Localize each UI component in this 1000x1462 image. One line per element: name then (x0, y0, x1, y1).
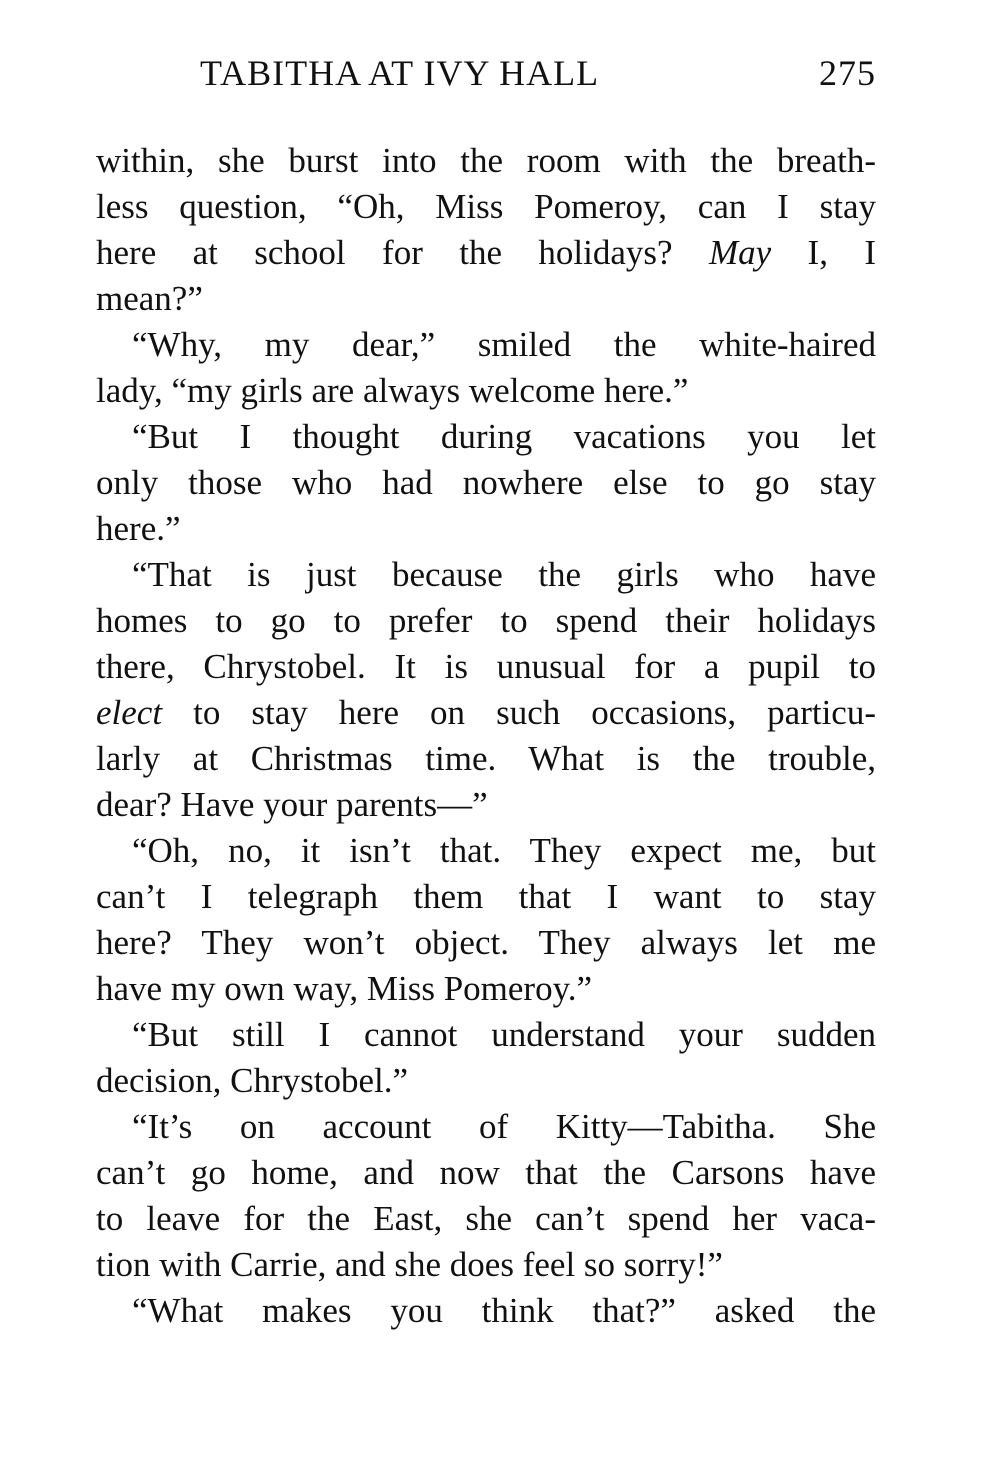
text-line: larly at Christmas time. What is the trouble, (96, 739, 876, 778)
text-line: lady, “my girls are always welcome here.” (96, 371, 689, 410)
body-text (96, 138, 876, 1334)
text-line: less question, “Oh, Miss Pomeroy, can I stay (96, 187, 876, 226)
text-line: can’t go home, and now that the Carsons have (96, 1153, 876, 1192)
paragraph-first-line: “Oh, no, it isn’t that. They expect me, but (132, 831, 876, 870)
paragraph-first-line: “It’s on account of Kitty—Tabitha. She (132, 1107, 876, 1146)
text-line: have my own way, Miss Pomeroy.” (96, 969, 593, 1008)
text-line: mean?” (96, 279, 203, 318)
running-head (200, 52, 880, 102)
text-run: I, I (771, 233, 876, 272)
text-line (96, 690, 876, 736)
page-number: 275 (819, 53, 876, 93)
text-line: dear? Have your parents—” (96, 785, 488, 824)
text-line: homes to go to prefer to spend their holidays (96, 601, 876, 640)
paragraph-first-line: “That is just because the girls who have (132, 555, 876, 594)
text-line: there, Chrystobel. It is unusual for a pupil to (96, 647, 876, 686)
text-line: decision, Chrystobel.” (96, 1061, 409, 1100)
italic-word: elect (96, 693, 163, 732)
text-line (96, 230, 876, 276)
italic-word: May (708, 233, 772, 272)
text-line: here.” (96, 509, 181, 548)
text-run: here at school for the holidays? (96, 233, 709, 272)
paragraph-first-line: “What makes you think that?” asked the (132, 1291, 876, 1330)
text-line: only those who had nowhere else to go stay (96, 463, 876, 502)
text-line: here? They won’t object. They always let me (96, 923, 876, 962)
text-line: within, she burst into the room with the breath- (96, 141, 876, 180)
paragraph-first-line: “But I thought during vacations you let (132, 417, 876, 456)
paragraph-first-line: “But still I cannot understand your sudden (132, 1015, 876, 1054)
text-line: tion with Carrie, and she does feel so sorry!” (96, 1245, 723, 1284)
text-line: can’t I telegraph them that I want to stay (96, 877, 876, 916)
text-run: to stay here on such occasions, particu- (162, 693, 876, 732)
running-title: TABITHA AT IVY HALL (200, 53, 600, 93)
paragraph-first-line: “Why, my dear,” smiled the white-haired (132, 325, 876, 364)
text-line: to leave for the East, she can’t spend her vaca- (96, 1199, 876, 1238)
